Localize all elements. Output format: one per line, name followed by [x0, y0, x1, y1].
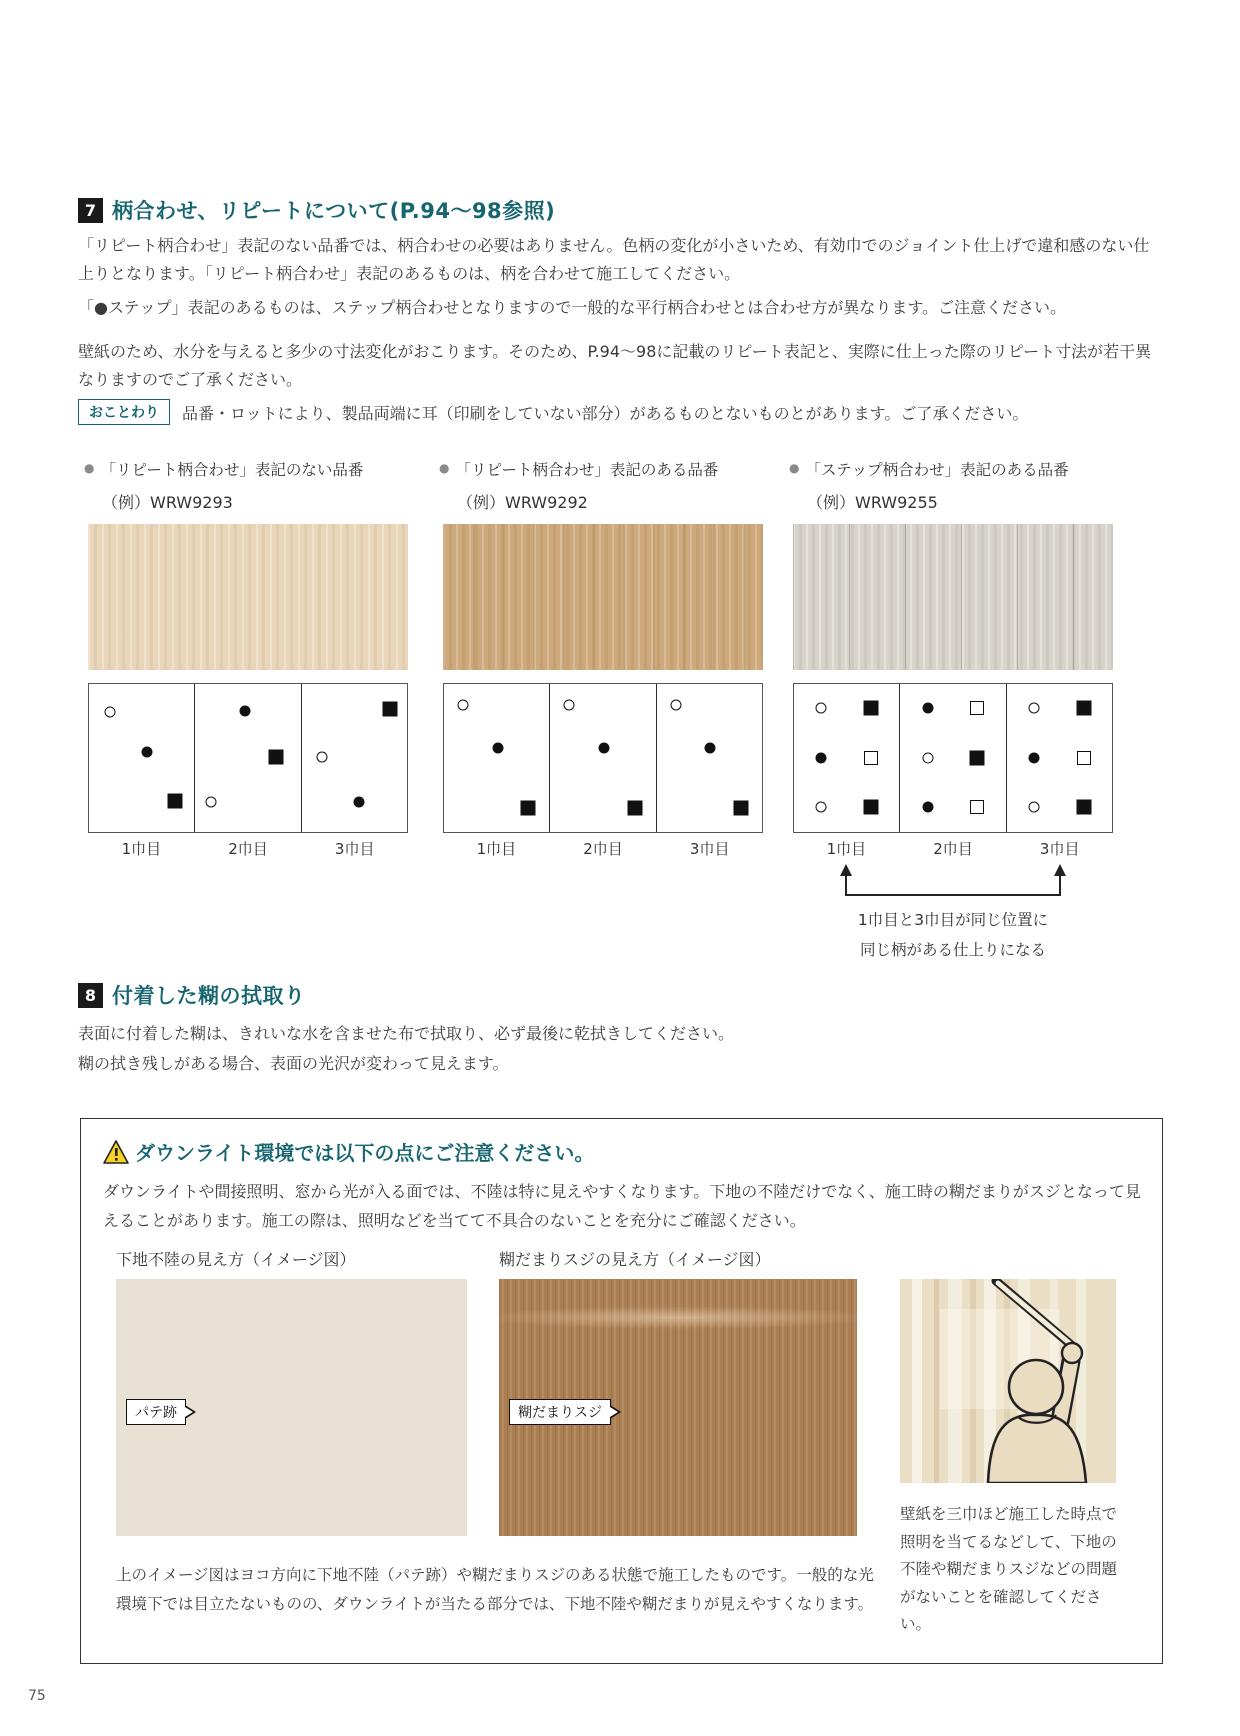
pattern-mark-fs	[627, 801, 642, 816]
pattern-mark-fc	[599, 742, 610, 753]
pattern-mark-oc	[105, 707, 116, 718]
pattern-mark-oc	[1029, 702, 1040, 713]
section8-heading	[78, 980, 306, 1010]
pattern-diagram	[88, 683, 408, 833]
pattern-mark-fs	[1076, 799, 1091, 814]
section7-paragraph1: 「リピート柄合わせ」表記のない品番では、柄合わせの必要はありません。色柄の変化が小さいため、有効巾でのジョイント仕上げで違和感のない仕上りとなります。「リピート柄合わせ」表記のあるものは、柄を合わせて施工してください。	[78, 236, 1150, 283]
pattern-mark-oc	[816, 702, 827, 713]
pattern-mark-fs	[521, 801, 536, 816]
warning-right-text: 壁紙を三巾ほど施工した時点で照明を当てるなどして、下地の不陸や糊だまりスジなどの問題がないことを確認してください。	[900, 1505, 1118, 1633]
warning-bottom-text: 上のイメージ図はヨコ方向に下地不陸（パテ跡）や糊だまりスジのある状態で施工したものです。一般的な光環境下では目立たないものの、ダウンライトが当たる部分では、下地不陸や糊だまりが見えやすくなります。	[116, 1566, 874, 1613]
width-label: 3巾目	[334, 840, 375, 858]
step-note	[793, 905, 1113, 965]
pattern-mark-oc	[316, 751, 327, 762]
disclaimer-badge: おことわり	[78, 399, 170, 425]
example-header	[84, 458, 363, 480]
callout-putty-mark: パテ跡	[126, 1399, 186, 1425]
example-title: 「ステップ柄合わせ」表記のある品番	[805, 461, 1069, 479]
section7-paragraph2: 「●ステップ」表記のあるものは、ステップ柄合わせとなりますので一般的な平行柄合わせとは合わせ方が異なります。ご注意ください。	[78, 298, 1067, 317]
diagram-panel	[444, 684, 549, 832]
pattern-mark-os	[970, 701, 984, 715]
width-label: 1巾目	[826, 840, 867, 858]
pattern-mark-oc	[457, 699, 468, 710]
diagram-panel	[899, 684, 1005, 832]
pattern-mark-oc	[564, 699, 575, 710]
width-label: 3巾目	[689, 840, 730, 858]
pattern-mark-fc	[922, 702, 933, 713]
pattern-mark-fs	[970, 751, 985, 766]
caption-glue-streak: 糊だまりスジの見え方（イメージ図）	[499, 1250, 771, 1269]
diagram-panel	[1006, 684, 1112, 832]
pattern-mark-fc	[922, 801, 933, 812]
pattern-mark-fc	[705, 742, 716, 753]
caption-substrate: 下地不陸の見え方（イメージ図）	[116, 1250, 356, 1269]
section-number-badge: 8	[78, 983, 103, 1008]
pattern-mark-fs	[733, 801, 748, 816]
width-label: 3巾目	[1039, 840, 1080, 858]
pattern-mark-fs	[863, 799, 878, 814]
disclaimer-text: 品番・ロットにより、製品両端に耳（印刷をしていない部分）があるものとないものとがあります。ご了承ください。	[182, 403, 1029, 423]
diagram-panel	[549, 684, 655, 832]
bullet-icon: ●	[789, 461, 800, 475]
pattern-mark-fs	[383, 702, 398, 717]
example-column-step	[789, 458, 1113, 978]
width-labels	[443, 838, 763, 859]
page-number: 75	[28, 1688, 46, 1704]
section8-title: 付着した糊の拭取り	[112, 984, 306, 1008]
pattern-mark-oc	[816, 801, 827, 812]
bullet-icon: ●	[84, 461, 95, 475]
example-column-no-repeat	[84, 458, 408, 978]
callout-glue-streak: 糊だまりスジ	[509, 1399, 611, 1425]
example-code: （例）WRW9292	[457, 493, 588, 512]
disclaimer-row	[78, 399, 1164, 425]
pattern-mark-fc	[353, 797, 364, 808]
pattern-mark-fc	[492, 742, 503, 753]
pattern-diagram	[443, 683, 763, 833]
width-label: 1巾目	[476, 840, 517, 858]
warning-icon	[103, 1140, 129, 1164]
diagram-panel	[301, 684, 407, 832]
width-label: 2巾目	[228, 840, 268, 858]
section-number-badge: 7	[78, 198, 103, 223]
diagram-panel	[89, 684, 194, 832]
pattern-diagram	[793, 683, 1113, 833]
bullet-icon: ●	[439, 461, 450, 475]
pattern-mark-fs	[168, 793, 183, 808]
pattern-mark-os	[970, 800, 984, 814]
section8-paragraph2: 糊の拭き残しがある場合、表面の光沢が変わって見えます。	[78, 1054, 509, 1073]
downlight-warning-box	[80, 1118, 1163, 1664]
pattern-mark-oc	[670, 699, 681, 710]
pattern-mark-oc	[1029, 801, 1040, 812]
wallpaper-sample	[88, 524, 408, 670]
diagram-panel	[794, 684, 899, 832]
width-label: 2巾目	[933, 840, 973, 858]
step-note-line1: 1巾目と3巾目が同じ位置に	[857, 911, 1049, 929]
width-labels	[793, 838, 1113, 859]
pattern-mark-fc	[1029, 753, 1040, 764]
width-label: 2巾目	[583, 840, 623, 858]
step-note-line2: 同じ柄がある仕上りになる	[859, 941, 1046, 959]
warning-title: ダウンライト環境では以下の点にご注意ください。	[135, 1141, 595, 1165]
pattern-mark-oc	[922, 753, 933, 764]
example-column-repeat	[439, 458, 763, 978]
section8-paragraph1: 表面に付着した糊は、きれいな水を含ませた布で拭取り、必ず最後に乾拭きしてください。	[78, 1024, 735, 1043]
example-title: 「リピート柄合わせ」表記のある品番	[455, 461, 719, 479]
pattern-mark-os	[864, 751, 878, 765]
inspection-illustration	[900, 1279, 1116, 1483]
example-code: （例）WRW9293	[102, 493, 233, 512]
width-label: 1巾目	[121, 840, 162, 858]
section7-heading	[78, 195, 555, 225]
wallpaper-sample	[793, 524, 1113, 670]
warning-title-row	[103, 1137, 594, 1166]
example-code: （例）WRW9255	[807, 493, 938, 512]
width-labels	[88, 838, 408, 859]
diagram-panel	[194, 684, 300, 832]
example-title: 「リピート柄合わせ」表記のない品番	[100, 461, 364, 479]
bracket-arrows-icon	[793, 862, 1113, 904]
pattern-mark-fc	[239, 705, 250, 716]
pattern-mark-os	[1077, 751, 1091, 765]
diagram-panel	[656, 684, 762, 832]
pattern-mark-fc	[141, 747, 152, 758]
example-header	[439, 458, 718, 480]
pattern-mark-fs	[269, 749, 284, 764]
pattern-mark-oc	[206, 797, 217, 808]
section7-paragraph3: 壁紙のため、水分を与えると多少の寸法変化がおこります。そのため、P.94～98に記載のリピート表記と、実際に仕上った際のリピート寸法が若干異なりますのでご了承ください。	[78, 342, 1152, 389]
pattern-mark-fs	[863, 700, 878, 715]
section7-title: 柄合わせ、リピートについて(P.94～98参照)	[112, 199, 556, 223]
example-header	[789, 458, 1069, 480]
warning-body: ダウンライトや間接照明、窓から光が入る面では、不陸は特に見えやすくなります。下地の不陸だけでなく、施工時の糊だまりがスジとなって見えることがあります。施工の際は、照明などを当てて不具合のないことを充分にご確認ください。	[103, 1182, 1141, 1230]
pattern-mark-fs	[1076, 700, 1091, 715]
wallpaper-sample	[443, 524, 763, 670]
pattern-mark-fc	[816, 753, 827, 764]
